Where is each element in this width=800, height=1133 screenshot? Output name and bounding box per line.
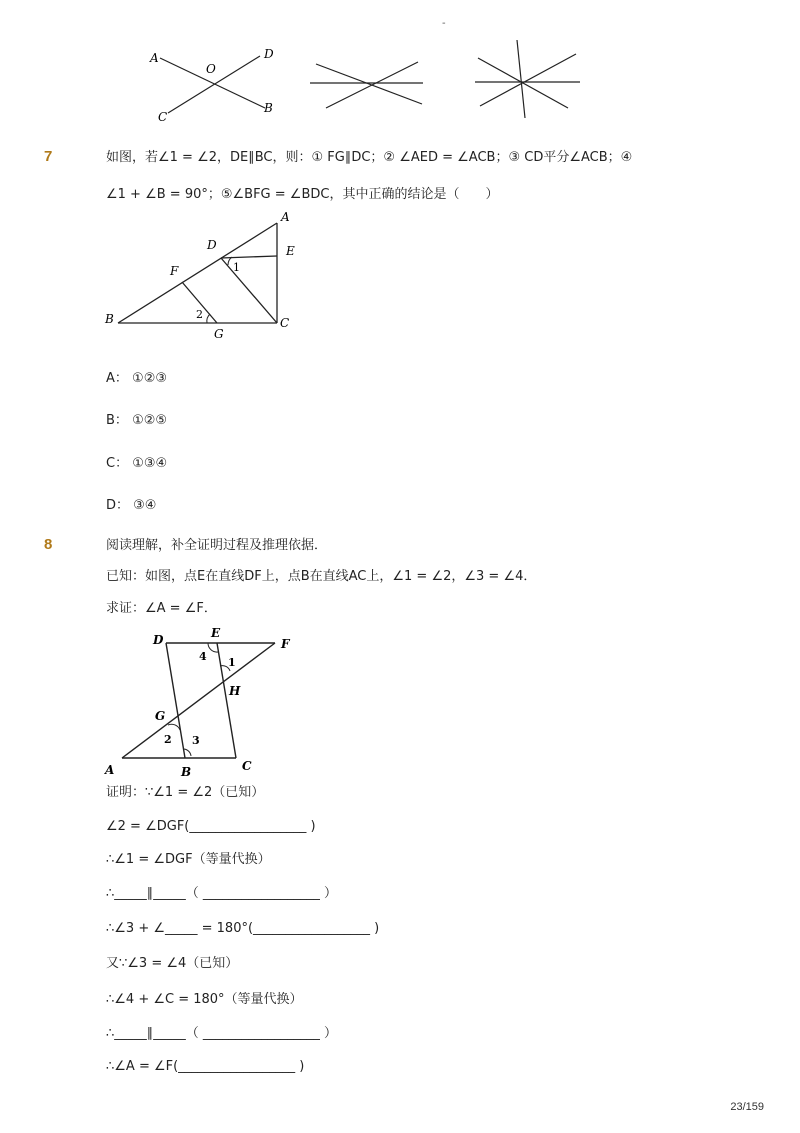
q8-parallel-figure [100, 622, 310, 782]
label-3: 3 [192, 734, 200, 747]
option-text: ①②⑤ [132, 413, 168, 428]
q8-prove: 求证：∠A = ∠F． [106, 601, 217, 616]
label-c: C [242, 759, 252, 773]
label-c: C [280, 316, 290, 330]
proof-line-2: ∠2 = ∠DGF(__________________ ) [106, 819, 316, 834]
label-e: E [286, 244, 295, 258]
label-e: E [211, 626, 221, 640]
label-b: B [264, 101, 273, 115]
option-label: C： [106, 456, 129, 471]
proof-line-1: 证明：∵∠1 = ∠2（已知） [106, 785, 265, 800]
proof-line-7: ∴∠4 + ∠C = 180°（等量代换） [106, 992, 303, 1007]
q7-triangle-figure [100, 205, 310, 345]
label-d: D [153, 633, 164, 647]
proof-line-4: ∴_____∥_____（ __________________ ） [106, 886, 338, 901]
proof-line-8: ∴_____∥_____（ __________________ ） [106, 1026, 338, 1041]
proof-line-3: ∴∠1 = ∠DGF（等量代换） [106, 852, 271, 867]
option-text: ①②③ [132, 371, 168, 386]
figure-three-lines [310, 62, 423, 108]
label-o: O [206, 62, 216, 76]
label-a: A [150, 51, 159, 65]
label-4: 4 [199, 650, 207, 663]
page-number: 23/159 [730, 1101, 764, 1113]
label-g: G [155, 709, 166, 723]
header-mark: - [442, 18, 446, 29]
label-h: H [229, 684, 241, 698]
label-b: B [105, 312, 114, 326]
figure-four-lines [475, 40, 580, 118]
q8-intro: 阅读理解，补全证明过程及推理依据． [106, 538, 328, 553]
label-a: A [105, 763, 115, 777]
label-d: D [264, 47, 274, 61]
label-d: D [207, 238, 217, 252]
label-a: A [281, 210, 290, 224]
q7-stem-line2: ∠1 + ∠B = 90°；⑤∠BFG = ∠BDC，其中正确的结论是（ ） [106, 187, 499, 202]
label-1: 1 [233, 261, 240, 274]
label-2: 2 [196, 308, 203, 321]
proof-line-9: ∴∠A = ∠F(__________________ ) [106, 1059, 305, 1074]
proof-line-5: ∴∠3 + ∠_____ = 180°(__________________ ) [106, 921, 380, 936]
option-label: B： [106, 413, 128, 428]
label-f: F [170, 264, 179, 278]
option-text: ①③④ [132, 456, 168, 471]
q7-option-d[interactable] [106, 494, 156, 513]
q7-stem-line1: 如图，若∠1 = ∠2，DE∥BC，则：① FG∥DC；② ∠AED = ∠ACB；③ CD平分∠ACB；④ [106, 150, 633, 165]
label-1: 1 [228, 656, 236, 669]
label-2: 2 [164, 733, 172, 746]
label-g: G [214, 327, 224, 341]
proof-line-6: 又∵∠3 = ∠4（已知） [106, 956, 239, 971]
option-label: D： [106, 498, 130, 513]
question-8-number: 8 [44, 536, 53, 553]
figure-two-lines [149, 47, 274, 124]
label-b: B [181, 765, 192, 779]
q7-option-c[interactable] [106, 452, 167, 471]
question-7-number: 7 [44, 148, 53, 165]
intersecting-lines-figures [140, 38, 600, 128]
option-text: ③④ [133, 498, 157, 513]
label-c: C [158, 110, 168, 124]
q7-option-b[interactable] [106, 409, 167, 428]
q7-option-a[interactable] [106, 367, 167, 386]
q8-given: 已知：如图，点E在直线DF上，点B在直线AC上，∠1 = ∠2，∠3 = ∠4． [106, 569, 537, 584]
option-label: A： [106, 371, 128, 386]
label-f: F [281, 637, 290, 651]
